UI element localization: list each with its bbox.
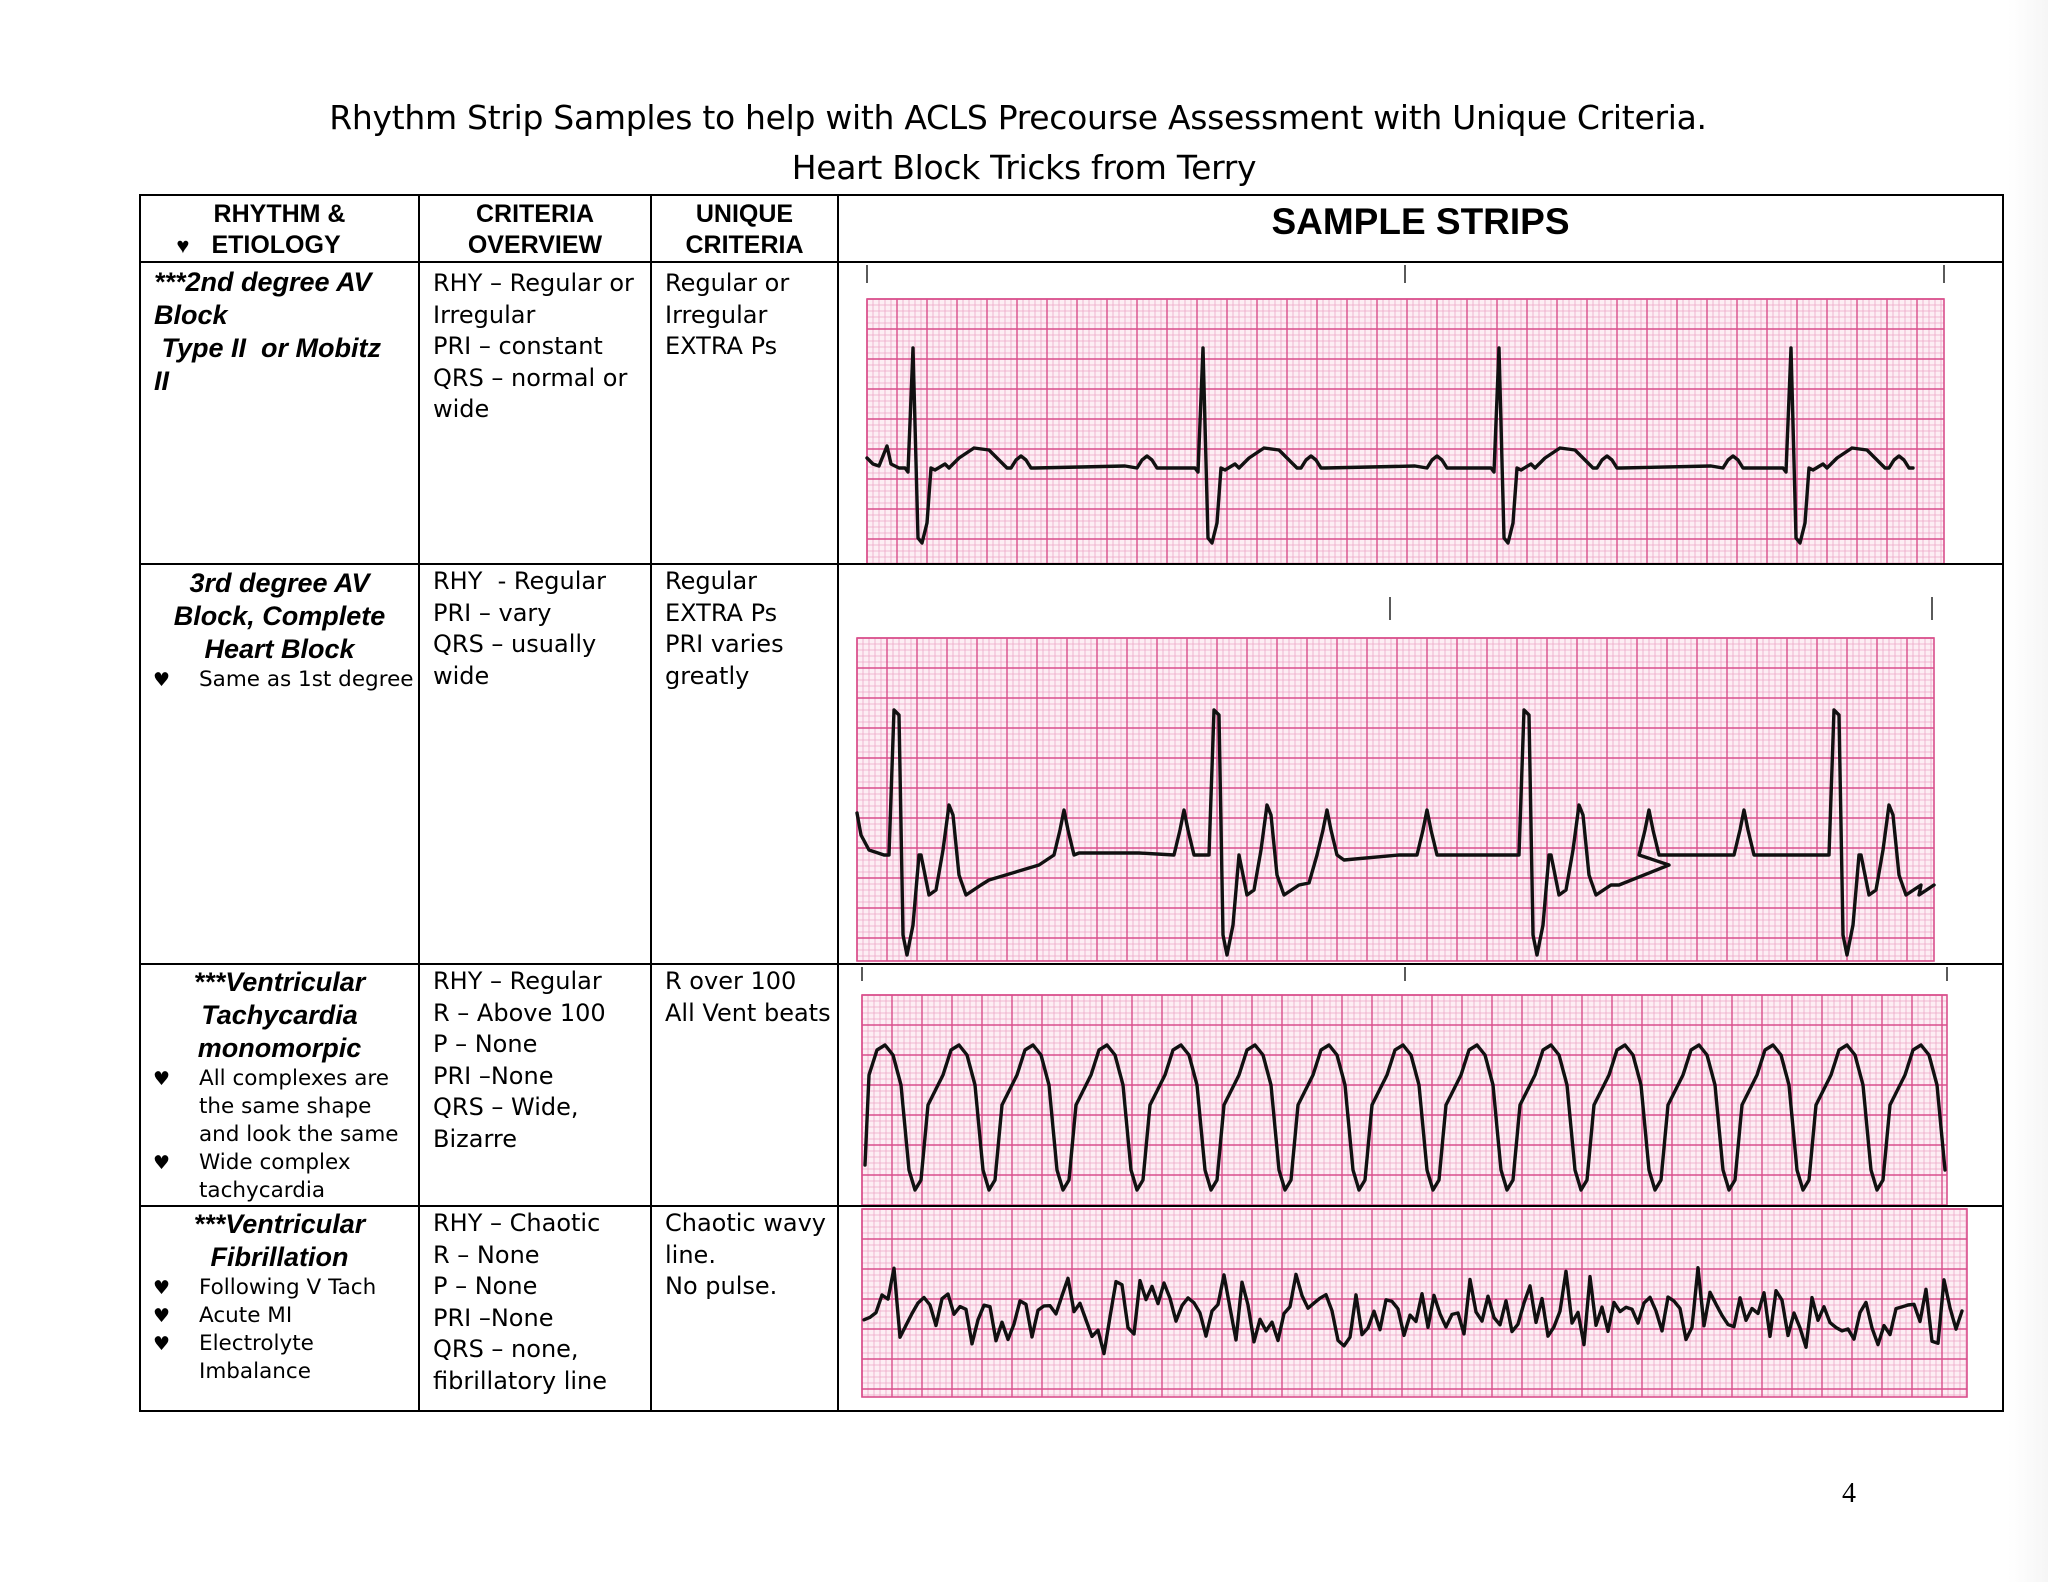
criteria-line: QRS – normal or	[433, 363, 628, 392]
etiology-text: Following V Tach	[199, 1275, 377, 1300]
unique-line: greatly	[665, 661, 750, 690]
etiology-bullet	[153, 1065, 418, 1149]
header-criteria-overview	[419, 195, 651, 262]
header-criteria-label: CRITERIA	[475, 200, 595, 228]
header-unique-criteria	[651, 195, 838, 262]
ecg-grid-background	[857, 638, 1934, 961]
rhythm-name-line: ***Ventricular	[193, 967, 366, 997]
sample-strip-cell	[838, 564, 2003, 964]
rhythm-table	[139, 194, 2004, 1412]
criteria-line: QRS – none,	[433, 1335, 579, 1363]
table-row	[140, 1206, 2003, 1411]
header-rhythm-label: RHYTHM &	[213, 200, 346, 228]
etiology-text: Same as 1st degree	[199, 667, 414, 692]
criteria-line: PRI – vary	[433, 598, 552, 627]
etiology-bullet	[153, 1302, 418, 1330]
ecg-strip-3rd-degree	[839, 565, 2003, 964]
rhythm-cell	[140, 964, 419, 1206]
unique-line: line.	[665, 1240, 716, 1269]
criteria-cell	[419, 964, 651, 1206]
rhythm-name-line: Type II or Mobitz	[154, 333, 381, 363]
etiology-text: All complexes are the same shape and look the same	[199, 1066, 399, 1147]
header-sample-strips: SAMPLE STRIPS	[838, 195, 2003, 262]
header-rhythm-etiology	[140, 195, 419, 262]
ecg-strip-2nd-degree	[839, 263, 2003, 564]
heart-icon: ♥	[153, 1068, 171, 1090]
rhythm-name-line: Fibrillation	[210, 1242, 349, 1272]
unique-line: EXTRA Ps	[665, 332, 778, 360]
table-row	[140, 262, 2003, 564]
sample-strip-cell	[838, 262, 2003, 564]
criteria-line: P – None	[433, 1272, 538, 1300]
rhythm-name-line: ***2nd degree AV	[154, 267, 372, 297]
criteria-cell	[419, 564, 651, 964]
criteria-cell	[419, 1206, 651, 1411]
criteria-line: R – Above 100	[433, 998, 606, 1027]
criteria-line: Bizarre	[433, 1124, 517, 1153]
unique-cell	[651, 564, 838, 964]
header-unique-criteria-label: CRITERIA	[685, 231, 804, 259]
unique-cell	[651, 964, 838, 1206]
ecg-strip-v-tach	[839, 965, 2003, 1206]
etiology-text: Electrolyte Imbalance	[199, 1331, 314, 1384]
etiology-bullet	[153, 1330, 418, 1386]
table-row	[140, 964, 2003, 1206]
rhythm-name-line: Block	[154, 300, 228, 330]
document-title: Rhythm Strip Samples to help with ACLS Precourse Assessment with Unique Criteria.	[329, 98, 1707, 137]
rhythm-name-line: monomorpic	[197, 1033, 362, 1063]
criteria-line: RHY – Regular or	[433, 269, 634, 297]
unique-line: No pulse.	[665, 1272, 778, 1300]
criteria-line: PRI – constant	[433, 332, 603, 360]
rhythm-name-line: Block, Complete	[173, 601, 386, 631]
rhythm-name-line: ***Ventricular	[193, 1209, 366, 1239]
unique-line: EXTRA Ps	[665, 598, 778, 627]
criteria-line: fibrillatory line	[433, 1366, 608, 1395]
unique-line: Irregular	[665, 300, 768, 329]
rhythm-name-line: II	[154, 366, 170, 396]
unique-line: PRI varies	[665, 630, 784, 658]
document-subtitle: Heart Block Tricks from Terry	[791, 148, 1257, 187]
sample-strip-cell	[838, 1206, 2003, 1411]
heart-icon: ♥	[176, 233, 190, 258]
rhythm-name-line: Heart Block	[204, 634, 355, 664]
criteria-line: wide	[433, 661, 490, 690]
criteria-line: PRI –None	[433, 1061, 554, 1090]
etiology-bullet	[153, 1149, 418, 1205]
criteria-line: wide	[433, 395, 490, 423]
criteria-line: QRS – usually	[433, 630, 597, 658]
rhythm-cell	[140, 262, 419, 564]
etiology-text: Wide complex tachycardia	[199, 1150, 351, 1203]
unique-cell	[651, 1206, 838, 1411]
rhythm-name-line: 3rd degree AV	[189, 568, 370, 598]
ecg-grid-background	[867, 299, 1944, 564]
criteria-cell	[419, 262, 651, 564]
unique-line: All Vent beats	[665, 998, 831, 1027]
header-etiology-label: ETIOLOGY	[211, 231, 341, 259]
criteria-line: R – None	[433, 1240, 540, 1269]
heart-icon: ♥	[153, 1305, 171, 1327]
criteria-line: RHY – Regular	[433, 967, 602, 995]
unique-cell	[651, 262, 838, 564]
criteria-line: PRI –None	[433, 1303, 554, 1332]
criteria-line: QRS – Wide,	[433, 1093, 579, 1121]
unique-line: Chaotic wavy	[665, 1209, 827, 1237]
heart-icon: ♥	[153, 1152, 171, 1174]
criteria-line: RHY - Regular	[433, 567, 606, 595]
page-edge-shade	[2008, 0, 2048, 1582]
table-row	[140, 564, 2003, 964]
page-number: 4	[1842, 1478, 1856, 1509]
unique-line: Regular or	[665, 269, 790, 297]
table-header-row	[140, 195, 2003, 262]
ecg-strip-v-fib	[839, 1207, 2003, 1411]
rhythm-cell	[140, 564, 419, 964]
heart-icon: ♥	[153, 1277, 171, 1299]
criteria-line: P – None	[433, 1030, 538, 1058]
header-overview-label: OVERVIEW	[467, 231, 603, 259]
heart-icon: ♥	[153, 669, 171, 691]
rhythm-cell	[140, 1206, 419, 1411]
header-unique-label: UNIQUE	[695, 200, 794, 228]
unique-line: Regular	[665, 567, 758, 595]
etiology-bullet	[153, 666, 418, 694]
ecg-grid-background	[862, 1209, 1967, 1397]
rhythm-name-line: Tachycardia	[201, 1000, 358, 1030]
criteria-line: RHY – Chaotic	[433, 1209, 601, 1237]
heart-icon: ♥	[153, 1333, 171, 1355]
etiology-bullet	[153, 1274, 418, 1302]
unique-line: R over 100	[665, 967, 797, 995]
etiology-text: Acute MI	[199, 1303, 293, 1328]
sample-strip-cell	[838, 964, 2003, 1206]
criteria-line: Irregular	[433, 300, 536, 329]
